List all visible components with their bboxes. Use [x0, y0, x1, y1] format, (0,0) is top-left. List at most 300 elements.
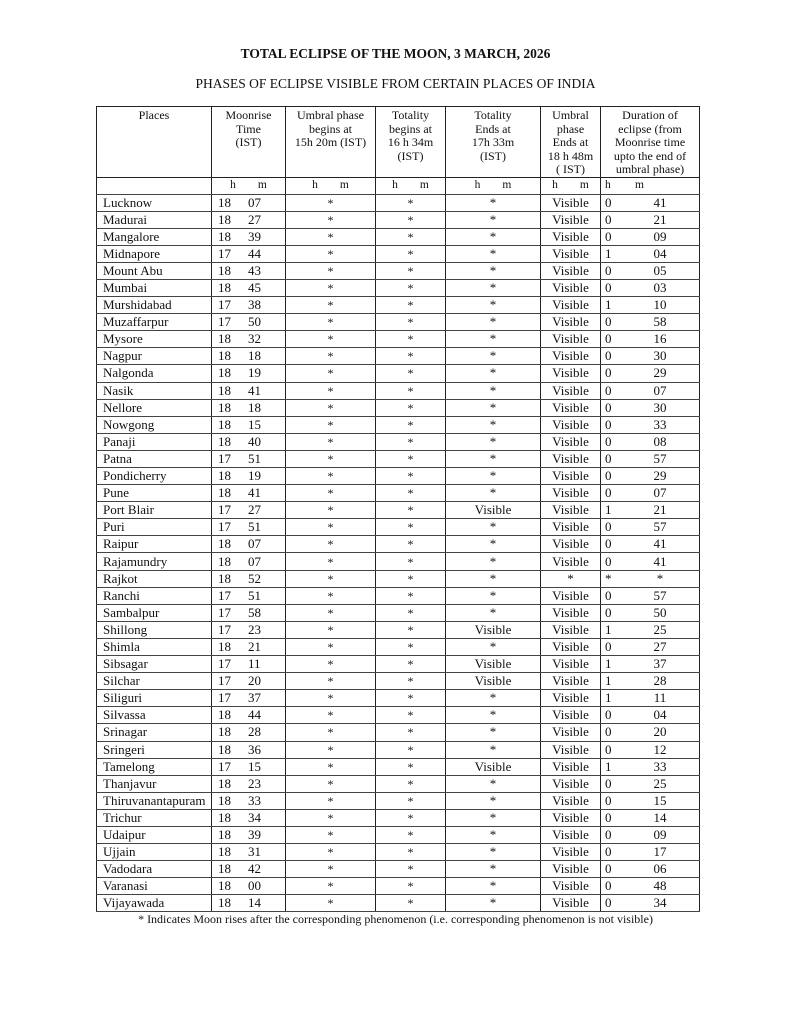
- totality-begins-cell: *: [376, 485, 446, 502]
- totality-ends-cell: *: [446, 262, 541, 279]
- place-cell: Port Blair: [97, 502, 212, 519]
- table-row: [97, 878, 700, 895]
- totality-ends-cell: *: [446, 553, 541, 570]
- umbral-begins-cell: *: [286, 707, 376, 724]
- umbral-ends-cell: Visible: [541, 707, 601, 724]
- table-row: [97, 502, 700, 519]
- umbral-begins-cell: *: [286, 211, 376, 228]
- place-cell: Muzaffarpur: [97, 314, 212, 331]
- duration-cell: 0 27: [601, 638, 700, 655]
- duration-cell: 0 04: [601, 707, 700, 724]
- duration-cell: 1 28: [601, 673, 700, 690]
- totality-ends-cell: *: [446, 724, 541, 741]
- totality-ends-cell: *: [446, 809, 541, 826]
- moonrise-cell: 17 51: [212, 587, 286, 604]
- moonrise-cell: 18 42: [212, 861, 286, 878]
- totality-begins-cell: *: [376, 279, 446, 296]
- umbral-ends-cell: Visible: [541, 194, 601, 211]
- totality-ends-cell: *: [446, 741, 541, 758]
- umbral-begins-cell: *: [286, 673, 376, 690]
- table-row: [97, 194, 700, 211]
- units-umbral-end: h m: [541, 177, 601, 194]
- umbral-ends-cell: Visible: [541, 262, 601, 279]
- header-line: Totality: [391, 108, 430, 122]
- moonrise-cell: 18 32: [212, 331, 286, 348]
- table-row: [97, 638, 700, 655]
- totality-begins-cell: *: [376, 707, 446, 724]
- duration-cell: 1 10: [601, 297, 700, 314]
- place-cell: Vadodara: [97, 861, 212, 878]
- umbral-ends-cell: Visible: [541, 416, 601, 433]
- duration-cell: 0 06: [601, 861, 700, 878]
- totality-begins-cell: *: [376, 297, 446, 314]
- header-line: 15h 20m (IST): [294, 135, 367, 149]
- duration-cell: 0 57: [601, 587, 700, 604]
- moonrise-cell: 17 23: [212, 621, 286, 638]
- totality-ends-cell: *: [446, 348, 541, 365]
- totality-begins-cell: *: [376, 245, 446, 262]
- place-cell: Thanjavur: [97, 775, 212, 792]
- duration-cell: 0 30: [601, 399, 700, 416]
- umbral-begins-cell: *: [286, 502, 376, 519]
- moonrise-cell: 18 44: [212, 707, 286, 724]
- table-row: [97, 297, 700, 314]
- header-row: [97, 107, 700, 178]
- header-line: 18 h 48m: [547, 148, 594, 163]
- umbral-ends-cell: Visible: [541, 741, 601, 758]
- table-row: [97, 433, 700, 450]
- table-row: [97, 416, 700, 433]
- duration-cell: 0 12: [601, 741, 700, 758]
- place-cell: Murshidabad: [97, 297, 212, 314]
- table-row: [97, 228, 700, 245]
- table-row: [97, 348, 700, 365]
- place-cell: Vijayawada: [97, 895, 212, 912]
- totality-ends-cell: *: [446, 450, 541, 467]
- umbral-ends-cell: Visible: [541, 297, 601, 314]
- duration-cell: 0 16: [601, 331, 700, 348]
- header-line: (IST): [397, 148, 424, 163]
- moonrise-cell: 18 41: [212, 485, 286, 502]
- totality-ends-cell: *: [446, 297, 541, 314]
- header-line: begins at: [389, 121, 432, 136]
- place-cell: Srinagar: [97, 724, 212, 741]
- umbral-ends-cell: Visible: [541, 485, 601, 502]
- totality-begins-cell: *: [376, 211, 446, 228]
- totality-begins-cell: *: [376, 382, 446, 399]
- moonrise-cell: 18 07: [212, 553, 286, 570]
- moonrise-cell: 18 14: [212, 895, 286, 912]
- umbral-ends-cell: Visible: [541, 861, 601, 878]
- duration-cell: 0 30: [601, 348, 700, 365]
- umbral-begins-cell: *: [286, 519, 376, 536]
- umbral-ends-cell: Visible: [541, 758, 601, 775]
- header-line: umbral phase): [615, 162, 685, 176]
- duration-cell: 1 37: [601, 656, 700, 673]
- duration-cell: 0 15: [601, 792, 700, 809]
- moonrise-cell: 18 43: [212, 262, 286, 279]
- umbral-begins-cell: *: [286, 536, 376, 553]
- place-cell: Ranchi: [97, 587, 212, 604]
- totality-begins-cell: *: [376, 673, 446, 690]
- totality-begins-cell: *: [376, 399, 446, 416]
- moonrise-cell: 18 40: [212, 433, 286, 450]
- umbral-ends-cell: Visible: [541, 724, 601, 741]
- umbral-ends-cell: Visible: [541, 228, 601, 245]
- totality-ends-cell: Visible: [446, 656, 541, 673]
- moonrise-cell: 17 27: [212, 502, 286, 519]
- totality-ends-cell: *: [446, 416, 541, 433]
- moonrise-cell: 17 20: [212, 673, 286, 690]
- totality-ends-cell: *: [446, 399, 541, 416]
- duration-cell: 0 09: [601, 228, 700, 245]
- duration-cell: 0 08: [601, 433, 700, 450]
- duration-cell: 0 58: [601, 314, 700, 331]
- place-cell: Mangalore: [97, 228, 212, 245]
- moonrise-cell: 17 15: [212, 758, 286, 775]
- duration-cell: 0 17: [601, 844, 700, 861]
- duration-cell: 0 21: [601, 211, 700, 228]
- umbral-ends-cell: Visible: [541, 450, 601, 467]
- moonrise-cell: 18 41: [212, 382, 286, 399]
- totality-ends-cell: *: [446, 604, 541, 621]
- moonrise-cell: 18 28: [212, 724, 286, 741]
- totality-begins-cell: *: [376, 502, 446, 519]
- totality-begins-cell: *: [376, 638, 446, 655]
- place-cell: Patna: [97, 450, 212, 467]
- umbral-begins-cell: *: [286, 690, 376, 707]
- umbral-begins-cell: *: [286, 656, 376, 673]
- umbral-begins-cell: *: [286, 331, 376, 348]
- duration-cell: 0 25: [601, 775, 700, 792]
- moonrise-cell: 17 11: [212, 656, 286, 673]
- table-row: [97, 468, 700, 485]
- place-cell: Udaipur: [97, 826, 212, 843]
- umbral-ends-cell: Visible: [541, 844, 601, 861]
- table-row: [97, 570, 700, 587]
- totality-begins-cell: *: [376, 450, 446, 467]
- duration-cell: 0 07: [601, 382, 700, 399]
- umbral-ends-cell: Visible: [541, 809, 601, 826]
- place-cell: Panaji: [97, 433, 212, 450]
- totality-ends-cell: *: [446, 211, 541, 228]
- duration-cell: 0 07: [601, 485, 700, 502]
- moonrise-cell: 18 07: [212, 194, 286, 211]
- umbral-begins-cell: *: [286, 741, 376, 758]
- totality-ends-cell: *: [446, 519, 541, 536]
- umbral-ends-cell: Visible: [541, 245, 601, 262]
- header-umbral-begins: [286, 107, 376, 178]
- duration-cell: 0 41: [601, 553, 700, 570]
- table-row: [97, 365, 700, 382]
- umbral-begins-cell: *: [286, 638, 376, 655]
- table-row: [97, 279, 700, 296]
- umbral-ends-cell: Visible: [541, 536, 601, 553]
- totality-begins-cell: *: [376, 690, 446, 707]
- totality-begins-cell: *: [376, 194, 446, 211]
- totality-ends-cell: Visible: [446, 502, 541, 519]
- table-row: [97, 450, 700, 467]
- table-row: [97, 621, 700, 638]
- units-duration: h m: [601, 177, 700, 194]
- table-row: [97, 844, 700, 861]
- table-row: [97, 673, 700, 690]
- totality-ends-cell: Visible: [446, 621, 541, 638]
- totality-ends-cell: *: [446, 194, 541, 211]
- umbral-ends-cell: Visible: [541, 382, 601, 399]
- umbral-begins-cell: *: [286, 468, 376, 485]
- umbral-ends-cell: Visible: [541, 638, 601, 655]
- header-line: Ends at: [475, 121, 511, 136]
- totality-ends-cell: *: [446, 895, 541, 912]
- umbral-begins-cell: *: [286, 416, 376, 433]
- moonrise-cell: 18 19: [212, 365, 286, 382]
- totality-ends-cell: *: [446, 365, 541, 382]
- moonrise-cell: 17 51: [212, 519, 286, 536]
- duration-cell: 0 05: [601, 262, 700, 279]
- duration-cell: 1 33: [601, 758, 700, 775]
- header-totality-begins: [376, 107, 446, 178]
- umbral-begins-cell: *: [286, 433, 376, 450]
- header-line: begins at: [309, 121, 352, 136]
- units-totality-end: h m: [446, 177, 541, 194]
- umbral-begins-cell: *: [286, 895, 376, 912]
- header-line: Umbral: [552, 108, 589, 122]
- umbral-ends-cell: Visible: [541, 775, 601, 792]
- totality-begins-cell: *: [376, 553, 446, 570]
- umbral-begins-cell: *: [286, 348, 376, 365]
- totality-begins-cell: *: [376, 775, 446, 792]
- umbral-ends-cell: Visible: [541, 792, 601, 809]
- umbral-begins-cell: *: [286, 485, 376, 502]
- place-cell: Midnapore: [97, 245, 212, 262]
- totality-begins-cell: *: [376, 656, 446, 673]
- duration-cell: 0 57: [601, 450, 700, 467]
- header-line: Moonrise: [225, 108, 272, 122]
- umbral-ends-cell: Visible: [541, 690, 601, 707]
- totality-begins-cell: *: [376, 262, 446, 279]
- umbral-begins-cell: *: [286, 758, 376, 775]
- totality-begins-cell: *: [376, 228, 446, 245]
- moonrise-cell: 18 27: [212, 211, 286, 228]
- footnote: * Indicates Moon rises after the corresponding phenomenon (i.e. corresponding phenomenon is not visible): [138, 912, 653, 926]
- moonrise-cell: 18 18: [212, 399, 286, 416]
- umbral-begins-cell: *: [286, 262, 376, 279]
- moonrise-cell: 18 07: [212, 536, 286, 553]
- totality-ends-cell: *: [446, 844, 541, 861]
- place-cell: Thiruvanantapuram: [97, 792, 212, 809]
- place-cell: Tamelong: [97, 758, 212, 775]
- place-cell: Mumbai: [97, 279, 212, 296]
- duration-cell: 0 57: [601, 519, 700, 536]
- umbral-ends-cell: Visible: [541, 433, 601, 450]
- table-row: [97, 775, 700, 792]
- totality-ends-cell: *: [446, 587, 541, 604]
- duration-cell: 1 21: [601, 502, 700, 519]
- umbral-ends-cell: Visible: [541, 587, 601, 604]
- totality-begins-cell: *: [376, 570, 446, 587]
- table-row: [97, 826, 700, 843]
- header-line: eclipse (from: [618, 121, 682, 136]
- totality-ends-cell: *: [446, 775, 541, 792]
- place-cell: Sibsagar: [97, 656, 212, 673]
- place-cell: Rajamundry: [97, 553, 212, 570]
- header-umbral-ends: [541, 107, 601, 178]
- umbral-ends-cell: Visible: [541, 365, 601, 382]
- table-row: [97, 690, 700, 707]
- totality-begins-cell: *: [376, 861, 446, 878]
- units-moonrise: h m: [212, 177, 286, 194]
- totality-ends-cell: *: [446, 878, 541, 895]
- header-moonrise: [212, 107, 286, 178]
- header-line: ( IST): [556, 162, 585, 176]
- place-cell: Madurai: [97, 211, 212, 228]
- totality-ends-cell: *: [446, 382, 541, 399]
- umbral-begins-cell: *: [286, 792, 376, 809]
- umbral-ends-cell: Visible: [541, 553, 601, 570]
- totality-begins-cell: *: [376, 416, 446, 433]
- place-cell: Shimla: [97, 638, 212, 655]
- totality-ends-cell: *: [446, 485, 541, 502]
- totality-ends-cell: *: [446, 690, 541, 707]
- umbral-begins-cell: *: [286, 826, 376, 843]
- duration-cell: 0 50: [601, 604, 700, 621]
- totality-begins-cell: *: [376, 844, 446, 861]
- table-row: [97, 382, 700, 399]
- moonrise-cell: 17 37: [212, 690, 286, 707]
- moonrise-cell: 18 23: [212, 775, 286, 792]
- umbral-begins-cell: *: [286, 844, 376, 861]
- table-row: [97, 553, 700, 570]
- place-cell: Nalgonda: [97, 365, 212, 382]
- totality-ends-cell: *: [446, 279, 541, 296]
- totality-begins-cell: *: [376, 365, 446, 382]
- moonrise-cell: 18 33: [212, 792, 286, 809]
- duration-cell: 0 29: [601, 365, 700, 382]
- totality-ends-cell: *: [446, 707, 541, 724]
- place-cell: Silvassa: [97, 707, 212, 724]
- units-umbral-begin: h m: [286, 177, 376, 194]
- totality-begins-cell: *: [376, 348, 446, 365]
- moonrise-cell: 18 45: [212, 279, 286, 296]
- umbral-begins-cell: *: [286, 228, 376, 245]
- units-places: [97, 177, 212, 194]
- umbral-begins-cell: *: [286, 194, 376, 211]
- table-row: [97, 809, 700, 826]
- table-row: [97, 792, 700, 809]
- totality-ends-cell: *: [446, 861, 541, 878]
- umbral-begins-cell: *: [286, 861, 376, 878]
- totality-ends-cell: *: [446, 638, 541, 655]
- umbral-ends-cell: Visible: [541, 604, 601, 621]
- totality-begins-cell: *: [376, 604, 446, 621]
- place-cell: Mysore: [97, 331, 212, 348]
- totality-ends-cell: *: [446, 433, 541, 450]
- units-totality-begin: h m: [376, 177, 446, 194]
- header-line: (IST): [480, 148, 506, 163]
- umbral-begins-cell: *: [286, 878, 376, 895]
- totality-ends-cell: Visible: [446, 673, 541, 690]
- table-row: [97, 707, 700, 724]
- umbral-ends-cell: Visible: [541, 621, 601, 638]
- place-cell: Ujjain: [97, 844, 212, 861]
- umbral-ends-cell: Visible: [541, 399, 601, 416]
- totality-begins-cell: *: [376, 621, 446, 638]
- table-row: [97, 758, 700, 775]
- place-cell: Rajkot: [97, 570, 212, 587]
- header-line: Totality: [474, 108, 512, 122]
- table-row: [97, 536, 700, 553]
- place-cell: Varanasi: [97, 878, 212, 895]
- place-cell: Nasik: [97, 382, 212, 399]
- moonrise-cell: 18 15: [212, 416, 286, 433]
- place-cell: Mount Abu: [97, 262, 212, 279]
- table-row: [97, 895, 700, 912]
- totality-begins-cell: *: [376, 741, 446, 758]
- table-row: [97, 741, 700, 758]
- units-row: [97, 177, 700, 194]
- umbral-ends-cell: Visible: [541, 519, 601, 536]
- umbral-ends-cell: *: [541, 570, 601, 587]
- umbral-begins-cell: *: [286, 553, 376, 570]
- umbral-begins-cell: *: [286, 775, 376, 792]
- duration-cell: 1 25: [601, 621, 700, 638]
- place-cell: Silchar: [97, 673, 212, 690]
- totality-ends-cell: *: [446, 245, 541, 262]
- totality-begins-cell: *: [376, 536, 446, 553]
- totality-begins-cell: *: [376, 895, 446, 912]
- header-line: Ends at: [552, 135, 589, 149]
- place-cell: Sambalpur: [97, 604, 212, 621]
- duration-cell: 0 33: [601, 416, 700, 433]
- moonrise-cell: 17 51: [212, 450, 286, 467]
- totality-begins-cell: *: [376, 809, 446, 826]
- totality-ends-cell: *: [446, 826, 541, 843]
- umbral-ends-cell: Visible: [541, 673, 601, 690]
- totality-begins-cell: *: [376, 433, 446, 450]
- place-cell: Pune: [97, 485, 212, 502]
- header-line: Umbral phase: [297, 108, 364, 122]
- totality-ends-cell: Visible: [446, 758, 541, 775]
- place-cell: Puri: [97, 519, 212, 536]
- document-subtitle: PHASES OF ECLIPSE VISIBLE FROM CERTAIN PLACES OF INDIA: [195, 76, 596, 91]
- table-row: [97, 314, 700, 331]
- totality-begins-cell: *: [376, 878, 446, 895]
- totality-begins-cell: *: [376, 758, 446, 775]
- umbral-begins-cell: *: [286, 587, 376, 604]
- table-row: [97, 861, 700, 878]
- umbral-begins-cell: *: [286, 382, 376, 399]
- totality-ends-cell: *: [446, 536, 541, 553]
- totality-ends-cell: *: [446, 228, 541, 245]
- totality-begins-cell: *: [376, 587, 446, 604]
- duration-cell: 1 04: [601, 245, 700, 262]
- umbral-ends-cell: Visible: [541, 878, 601, 895]
- header-line: Moonrise time: [614, 135, 686, 149]
- moonrise-cell: 18 39: [212, 826, 286, 843]
- totality-ends-cell: *: [446, 314, 541, 331]
- place-cell: Shillong: [97, 621, 212, 638]
- moonrise-cell: 17 58: [212, 604, 286, 621]
- totality-ends-cell: *: [446, 468, 541, 485]
- duration-cell: 0 20: [601, 724, 700, 741]
- totality-begins-cell: *: [376, 724, 446, 741]
- duration-cell: * *: [601, 570, 700, 587]
- moonrise-cell: 18 18: [212, 348, 286, 365]
- place-cell: Raipur: [97, 536, 212, 553]
- moonrise-cell: 18 52: [212, 570, 286, 587]
- place-cell: Trichur: [97, 809, 212, 826]
